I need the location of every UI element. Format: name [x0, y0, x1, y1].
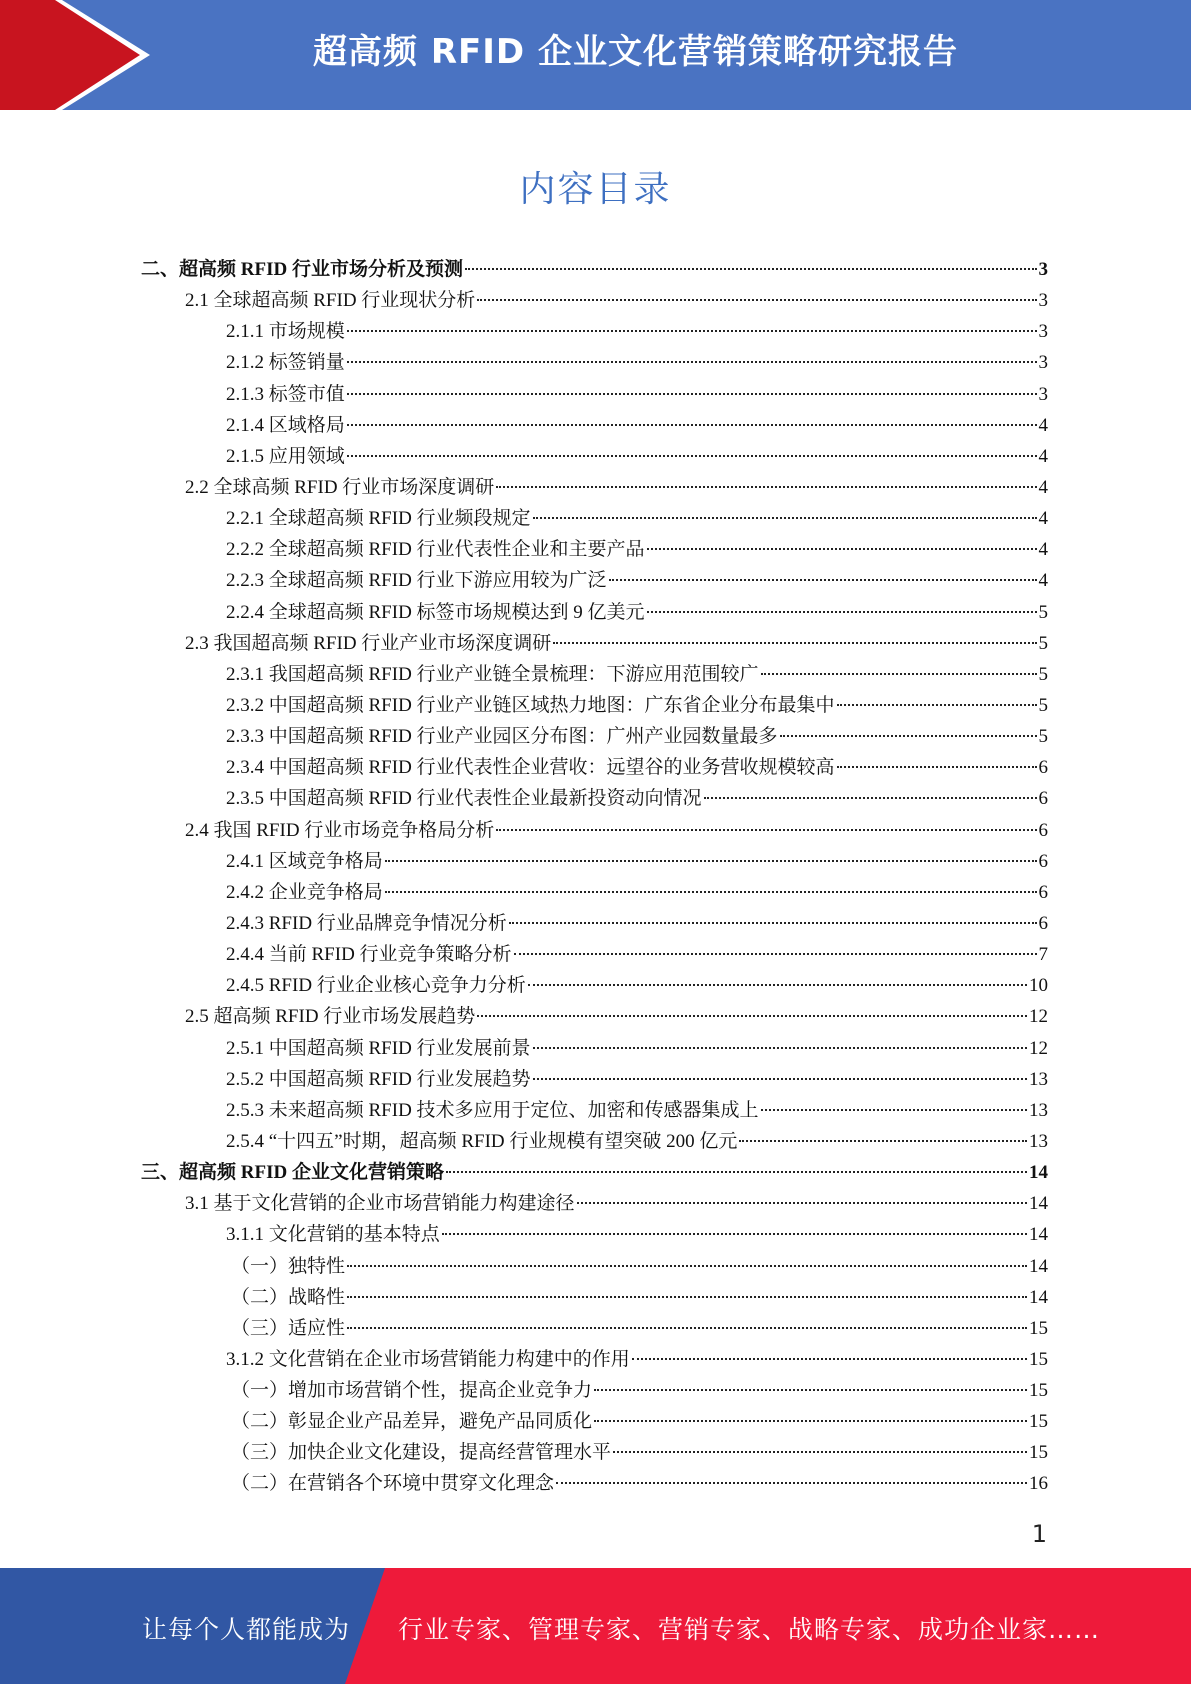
toc-heading: 内容目录: [519, 169, 672, 210]
toc-dot-leader: [442, 1233, 1027, 1235]
toc-entry[interactable]: [141, 1188, 1048, 1219]
toc-entry-page: 5: [1038, 632, 1048, 654]
toc-entry-label: 3.1 基于文化营销的企业市场营销能力构建途径: [185, 1193, 575, 1215]
chevron-arrow-icon: [0, 0, 160, 110]
toc-entry-label: 二、超高频 RFID 行业市场分析及预测: [141, 259, 463, 280]
toc-dot-leader: [347, 1327, 1027, 1329]
toc-entry-label: 2.3.5 中国超高频 RFID 行业代表性企业最新投资动向情况: [226, 788, 702, 810]
toc-entry[interactable]: [141, 1126, 1048, 1157]
toc-entry-page: 6: [1038, 819, 1048, 841]
toc-entry-page: 14: [1029, 1255, 1048, 1277]
toc-dot-leader: [609, 579, 1037, 581]
toc-entry-label: （三）适应性: [231, 1317, 346, 1339]
footer-slogan-right: 行业专家、管理专家、营销专家、战略专家、成功企业家……: [398, 1615, 1101, 1644]
toc-entry-page: 5: [1038, 601, 1048, 623]
toc-dot-leader: [385, 860, 1037, 862]
toc-entry[interactable]: [141, 846, 1048, 877]
toc-entry-label: 2.3.1 我国超高频 RFID 行业产业链全景梳理：下游应用范围较广: [226, 663, 759, 685]
toc-entry[interactable]: [141, 939, 1048, 970]
toc-dot-leader: [837, 766, 1037, 768]
toc-dot-leader: [347, 361, 1037, 363]
toc-entry[interactable]: [141, 815, 1048, 846]
toc-entry[interactable]: [141, 379, 1048, 410]
toc-dot-leader: [533, 517, 1037, 519]
toc-dot-leader: [780, 735, 1037, 737]
toc-entry[interactable]: [141, 316, 1048, 347]
toc-entry-label: 2.4 我国 RFID 行业市场竞争格局分析: [185, 819, 495, 841]
toc-entry-page: 6: [1038, 788, 1048, 810]
toc-dot-leader: [594, 1420, 1027, 1422]
toc-entry[interactable]: [141, 1033, 1048, 1064]
toc-entry[interactable]: [141, 908, 1048, 939]
toc-entry-page: 16: [1029, 1473, 1048, 1495]
toc-entry-label: （三）加快企业文化建设，提高经营管理水平: [231, 1442, 612, 1464]
toc-dot-leader: [347, 393, 1037, 395]
toc-entry[interactable]: [141, 1001, 1048, 1032]
toc-entry-label: （一）独特性: [231, 1255, 346, 1277]
toc-entry[interactable]: [141, 254, 1048, 285]
toc-entry-label: 2.5.4 “十四五”时期，超高频 RFID 行业规模有望突破 200 亿元: [226, 1130, 738, 1152]
toc-entry-page: 12: [1029, 1037, 1048, 1059]
toc-entry-page: 3: [1038, 321, 1048, 343]
toc-entry-label: （二）战略性: [231, 1286, 346, 1308]
footer-slogan-left: 让每个人都能成为: [142, 1615, 351, 1644]
toc-entry-label: 2.2 全球高频 RFID 行业市场深度调研: [185, 476, 495, 498]
toc-dot-leader: [647, 611, 1037, 613]
toc-entry[interactable]: [141, 628, 1048, 659]
toc-dot-leader: [528, 984, 1027, 986]
toc-dot-leader: [465, 268, 1037, 270]
toc-entry-label: 2.4.5 RFID 行业企业核心竞争力分析: [226, 975, 526, 997]
toc-dot-leader: [632, 1358, 1027, 1360]
toc-entry[interactable]: [141, 410, 1048, 441]
page-number: 1: [1031, 1520, 1047, 1548]
toc-entry-page: 7: [1038, 944, 1048, 966]
toc-entry-page: 3: [1038, 290, 1048, 312]
toc-dot-leader: [347, 1296, 1027, 1298]
toc-entry-page: 4: [1038, 476, 1048, 498]
toc-entry[interactable]: [141, 721, 1048, 752]
toc-dot-leader: [739, 1140, 1027, 1142]
toc-entry-page: 15: [1029, 1442, 1048, 1464]
toc-entry-page: 5: [1038, 694, 1048, 716]
toc-entry[interactable]: [141, 1468, 1048, 1499]
toc-entry-page: 10: [1029, 975, 1048, 997]
toc-entry-page: 4: [1038, 508, 1048, 530]
toc-entry[interactable]: [141, 1313, 1048, 1344]
toc-entry-label: 2.2.2 全球超高频 RFID 行业代表性企业和主要产品: [226, 539, 645, 561]
toc-entry[interactable]: [141, 503, 1048, 534]
toc-entry-label: 2.4.4 当前 RFID 行业竞争策略分析: [226, 944, 512, 966]
toc-entry[interactable]: [141, 597, 1048, 628]
toc-dot-leader: [509, 922, 1037, 924]
toc-dot-leader: [347, 1265, 1027, 1267]
toc-entry-page: 5: [1038, 726, 1048, 748]
toc-entry-page: 13: [1029, 1099, 1048, 1121]
toc-entry-label: 2.5.1 中国超高频 RFID 行业发展前景: [226, 1037, 531, 1059]
toc-dot-leader: [704, 797, 1037, 799]
toc-entry-label: 2.5.3 未来超高频 RFID 技术多应用于定位、加密和传感器集成上: [226, 1099, 759, 1121]
toc-entry-label: 2.4.3 RFID 行业品牌竞争情况分析: [226, 912, 507, 934]
toc-entry-page: 3: [1038, 383, 1048, 405]
toc-entry-page: 15: [1029, 1380, 1048, 1402]
toc-entry-label: 三、超高频 RFID 企业文化营销策略: [141, 1162, 444, 1184]
toc-entry-page: 3: [1038, 259, 1048, 280]
toc-dot-leader: [533, 1047, 1027, 1049]
toc-dot-leader: [477, 1015, 1027, 1017]
toc-entry[interactable]: [141, 877, 1048, 908]
toc-entry-label: 2.2.1 全球超高频 RFID 行业频段规定: [226, 508, 531, 530]
toc-entry[interactable]: [141, 534, 1048, 565]
toc-entry[interactable]: [141, 1375, 1048, 1406]
report-title: 超高频 RFID 企业文化营销策略研究报告: [313, 32, 958, 72]
toc-dot-leader: [553, 642, 1036, 644]
toc-entry-page: 4: [1038, 570, 1048, 592]
toc-entry-label: （二）在营销各个环境中贯穿文化理念: [231, 1473, 555, 1495]
footer-banner: [0, 1568, 1191, 1684]
toc-entry-page: 12: [1029, 1006, 1048, 1028]
toc-entry-page: 13: [1029, 1068, 1048, 1090]
toc-entry[interactable]: [141, 659, 1048, 690]
toc-entry[interactable]: [141, 1064, 1048, 1095]
toc-entry-page: 6: [1038, 881, 1048, 903]
toc-entry[interactable]: [141, 441, 1048, 472]
toc-dot-leader: [347, 330, 1037, 332]
toc-entry-page: 15: [1029, 1317, 1048, 1339]
toc-entry-label: 2.1.5 应用领域: [226, 445, 345, 467]
toc-entry[interactable]: [141, 1282, 1048, 1313]
toc-entry[interactable]: [141, 690, 1048, 721]
toc-entry-page: 5: [1038, 663, 1048, 685]
toc-dot-leader: [577, 1202, 1027, 1204]
toc-entry[interactable]: [141, 1095, 1048, 1126]
toc-entry-label: 2.3 我国超高频 RFID 行业产业市场深度调研: [185, 632, 552, 654]
toc-dot-leader: [761, 673, 1037, 675]
toc-entry-page: 3: [1038, 352, 1048, 374]
toc-entry-page: 14: [1029, 1224, 1048, 1246]
toc-dot-leader: [477, 299, 1036, 301]
toc-entry-label: 2.1.4 区域格局: [226, 414, 345, 436]
toc-entry-page: 4: [1038, 539, 1048, 561]
toc-dot-leader: [446, 1171, 1027, 1173]
toc-entry-label: 3.1.1 文化营销的基本特点: [226, 1224, 440, 1246]
toc-dot-leader: [556, 1482, 1027, 1484]
toc-entry-page: 6: [1038, 850, 1048, 872]
toc-entry-label: 2.2.3 全球超高频 RFID 行业下游应用较为广泛: [226, 570, 607, 592]
toc-entry[interactable]: [141, 1219, 1048, 1250]
toc-dot-leader: [514, 953, 1037, 955]
toc-entry-page: 14: [1029, 1162, 1048, 1184]
toc-entry-page: 15: [1029, 1411, 1048, 1433]
toc-entry[interactable]: [141, 752, 1048, 783]
toc-dot-leader: [761, 1109, 1027, 1111]
toc-entry[interactable]: [141, 285, 1048, 316]
toc-entry-label: 2.1.1 市场规模: [226, 321, 345, 343]
toc-entry-label: 2.3.2 中国超高频 RFID 行业产业链区域热力地图：广东省企业分布最集中: [226, 694, 835, 716]
toc-entry[interactable]: [141, 472, 1048, 503]
toc-dot-leader: [533, 1078, 1027, 1080]
toc-entry-label: 2.2.4 全球超高频 RFID 标签市场规模达到 9 亿美元: [226, 601, 645, 623]
toc-dot-leader: [385, 891, 1037, 893]
toc-entry-page: 6: [1038, 912, 1048, 934]
toc-entry[interactable]: [141, 970, 1048, 1001]
toc-entry[interactable]: [141, 1344, 1048, 1375]
toc-entry[interactable]: [141, 1406, 1048, 1437]
toc-entry-page: 14: [1029, 1193, 1048, 1215]
toc-dot-leader: [647, 548, 1037, 550]
toc-entry-label: 2.4.1 区域竞争格局: [226, 850, 383, 872]
toc-entry[interactable]: [141, 1251, 1048, 1282]
toc-entry-page: 13: [1029, 1130, 1048, 1152]
toc-entry-label: 2.3.3 中国超高频 RFID 行业产业园区分布图：广州产业园数量最多: [226, 726, 778, 748]
toc-entry[interactable]: [141, 347, 1048, 378]
toc-entry-page: 6: [1038, 757, 1048, 779]
toc-entry-page: 4: [1038, 445, 1048, 467]
toc-entry[interactable]: [141, 565, 1048, 596]
toc-dot-leader: [496, 486, 1036, 488]
toc-entry-label: （二）彰显企业产品差异，避免产品同质化: [231, 1411, 593, 1433]
toc-entry[interactable]: [141, 1437, 1048, 1468]
toc-entry-label: 2.3.4 中国超高频 RFID 行业代表性企业营收：远望谷的业务营收规模较高: [226, 757, 835, 779]
toc-entry-label: 2.1 全球超高频 RFID 行业现状分析: [185, 290, 476, 312]
toc-dot-leader: [594, 1389, 1027, 1391]
toc-entry-label: （一）增加市场营销个性，提高企业竞争力: [231, 1380, 593, 1402]
toc-entry-page: 15: [1029, 1348, 1048, 1370]
toc-entry[interactable]: [141, 783, 1048, 814]
toc-entry-page: 14: [1029, 1286, 1048, 1308]
toc-entry-label: 2.1.3 标签市值: [226, 383, 345, 405]
toc-entry-label: 3.1.2 文化营销在企业市场营销能力构建中的作用: [226, 1348, 630, 1370]
toc-dot-leader: [613, 1451, 1027, 1453]
toc-dot-leader: [496, 829, 1036, 831]
toc-entry-page: 4: [1038, 414, 1048, 436]
toc-dot-leader: [347, 424, 1037, 426]
toc-entry-label: 2.4.2 企业竞争格局: [226, 881, 383, 903]
toc-entry-label: 2.5 超高频 RFID 行业市场发展趋势: [185, 1006, 476, 1028]
toc-entry-label: 2.5.2 中国超高频 RFID 行业发展趋势: [226, 1068, 531, 1090]
toc-dot-leader: [347, 455, 1037, 457]
toc-entry[interactable]: [141, 1157, 1048, 1188]
table-of-contents: [141, 254, 1048, 1500]
header-banner: [0, 0, 1191, 110]
toc-entry-label: 2.1.2 标签销量: [226, 352, 345, 374]
toc-dot-leader: [837, 704, 1037, 706]
